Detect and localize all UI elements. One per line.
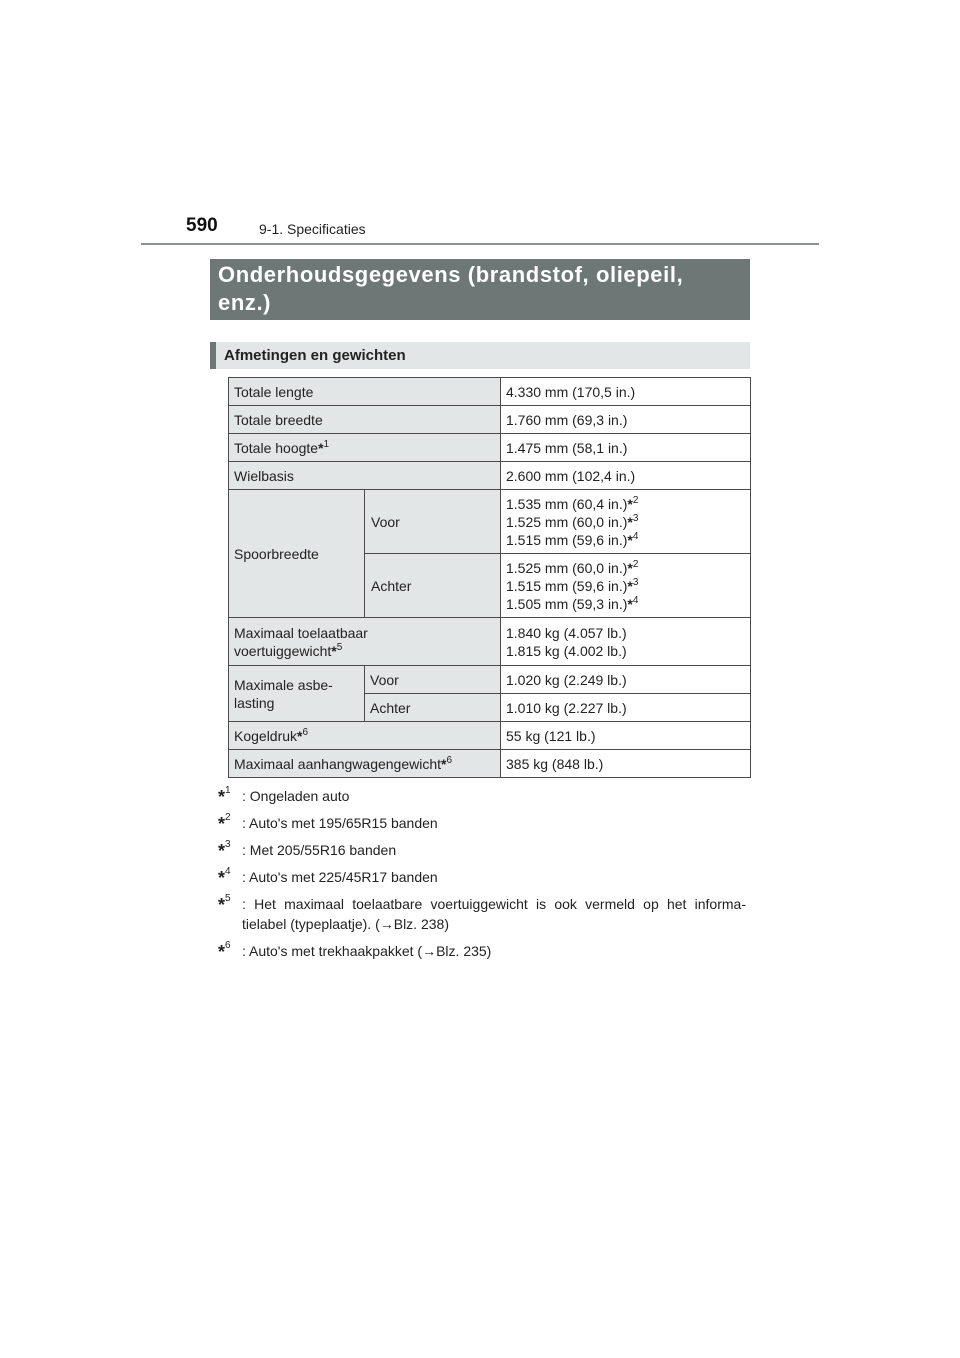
footnote: *$^6$ : Auto's met trekhaakpakket (→Blz. 235): [218, 940, 492, 962]
track-rear-line: 1.515 mm (59,6 in.)*$^3$: [506, 576, 639, 594]
axle-rear-label: Achter: [365, 694, 501, 722]
gvw-value-line1: 1.840 kg (4.057 lb.): [506, 624, 627, 641]
length-value: 4.330 mm (170,5 in.): [501, 378, 751, 406]
track-label: Spoorbreedte: [229, 490, 365, 618]
trailer-footnote-ref: 6: [446, 754, 453, 766]
gvw-values: [501, 618, 751, 666]
axle-label-line2: lasting: [234, 694, 275, 711]
width-label: Totale breedte: [229, 406, 501, 434]
footnotes: [218, 786, 746, 968]
axle-rear-value: 1.010 kg (2.227 lb.): [501, 694, 751, 722]
table-row: [229, 406, 751, 434]
gvw-label-cell: [229, 618, 501, 666]
axle-front-label: Voor: [365, 666, 501, 694]
table-row: [229, 722, 751, 750]
length-label: Totale lengte: [229, 378, 501, 406]
table-row: [229, 750, 751, 778]
axle-label-cell: [229, 666, 365, 722]
footnote: *$^5$ : Het maximaal toelaatbare voertuiggewicht is ook vermeld op het informa-tielabel (typeplaatje). (→Blz. 238): [218, 893, 746, 932]
track-front-label: Voor: [365, 490, 501, 554]
track-rear-line: 1.525 mm (60,0 in.)*$^2$: [506, 558, 639, 576]
axle-label-line1: Maximale asbe-: [234, 676, 333, 693]
footnote: *$^3$ : Met 205/55R16 banden: [218, 839, 397, 861]
footnote: *$^1$ : Ongeladen auto: [218, 785, 350, 807]
width-value: 1.760 mm (69,3 in.): [501, 406, 751, 434]
wheelbase-label: Wielbasis: [229, 462, 501, 490]
track-rear-values: [501, 554, 751, 618]
section-title-box: [210, 259, 750, 320]
height-label: Totale hoogte: [234, 439, 319, 456]
ball-label: Kogeldruk: [234, 727, 298, 744]
track-front-line: 1.525 mm (60,0 in.)*$^3$: [506, 512, 639, 530]
section-title-line2: enz.): [218, 290, 272, 315]
track-front-line: 1.515 mm (59,6 in.)*$^4$: [506, 530, 639, 548]
height-value: 1.475 mm (58,1 in.): [501, 434, 751, 462]
section-title-line1: Onderhoudsgegevens (brandstof, oliepeil,: [218, 262, 684, 287]
track-front-values: [501, 490, 751, 554]
gvw-label-line2: voertuiggewicht: [234, 642, 332, 659]
track-rear-label: Achter: [365, 554, 501, 618]
table-row: [229, 618, 751, 666]
ball-footnote-ref: 6: [302, 726, 309, 738]
ball-label-cell: Kogeldruk*$^6$: [229, 722, 501, 750]
trailer-label: Maximaal aanhangwagengewicht: [234, 755, 442, 772]
table-row: [229, 666, 751, 694]
subsection-header: [210, 342, 750, 369]
height-footnote-ref: 1: [323, 438, 330, 450]
gvw-label-line1: Maximaal toelaatbaar: [234, 624, 368, 641]
dimensions-weights-table: [228, 377, 751, 778]
track-front-line: 1.535 mm (60,4 in.)*$^2$: [506, 494, 639, 512]
gvw-value-line2: 1.815 kg (4.002 lb.): [506, 642, 627, 659]
footnote-marker: *: [318, 439, 324, 456]
page-number: 590: [186, 215, 218, 236]
header-divider: [141, 243, 819, 245]
subsection-title: Afmetingen en gewichten: [224, 347, 406, 364]
trailer-value: 385 kg (848 lb.): [501, 750, 751, 778]
axle-front-value: 1.020 kg (2.249 lb.): [501, 666, 751, 694]
table-row: [229, 490, 751, 554]
table-row: [229, 462, 751, 490]
height-label-cell: [229, 434, 501, 462]
section-reference: 9-1. Specificaties: [259, 221, 366, 237]
table-row: [229, 378, 751, 406]
gvw-label-line2-wrap: voertuiggewicht*$^5$: [234, 641, 343, 659]
footnote: *$^2$ : Auto's met 195/65R15 banden: [218, 812, 438, 834]
wheelbase-value: 2.600 mm (102,4 in.): [501, 462, 751, 490]
track-rear-line: 1.505 mm (59,3 in.)*$^4$: [506, 594, 639, 612]
table-row: [229, 434, 751, 462]
footnote: *$^4$ : Auto's met 225/45R17 banden: [218, 866, 438, 888]
trailer-label-cell: Maximaal aanhangwagengewicht*$^6$: [229, 750, 501, 778]
gvw-footnote-ref: 5: [336, 641, 343, 653]
ball-value: 55 kg (121 lb.): [501, 722, 751, 750]
